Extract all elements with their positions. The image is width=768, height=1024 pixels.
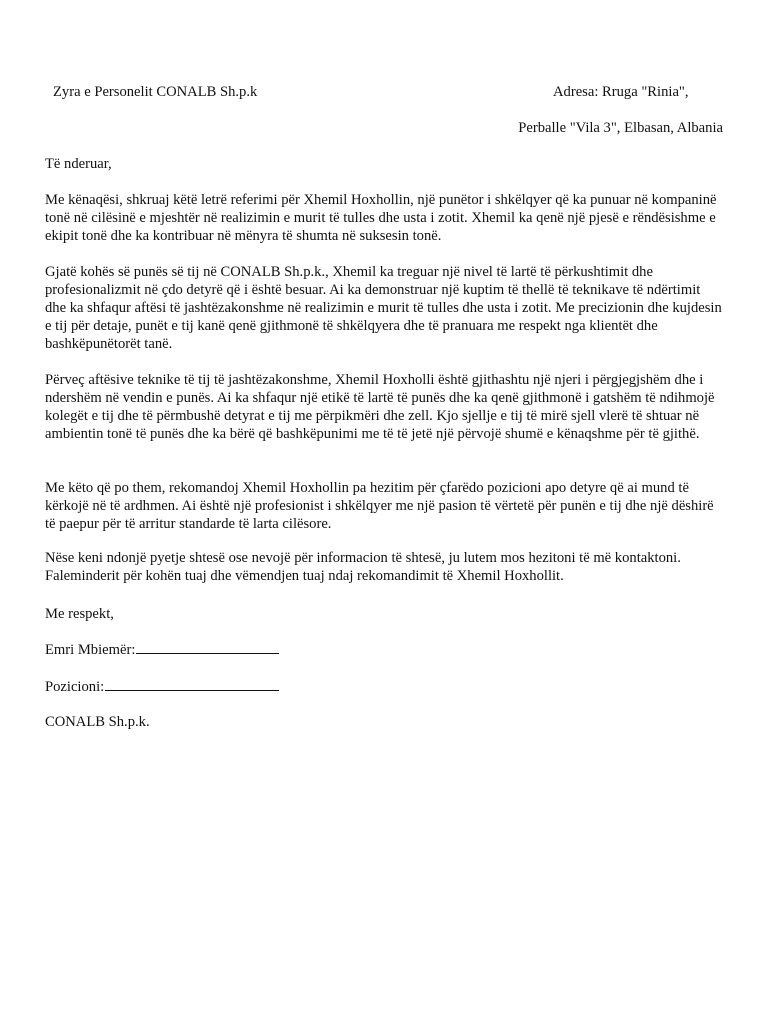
position-label: Pozicioni: xyxy=(45,679,105,695)
position-signature-line xyxy=(45,677,279,696)
greeting: Të nderuar, xyxy=(45,156,112,172)
sender-office: Zyra e Personelit CONALB Sh.p.k xyxy=(53,84,258,100)
paragraph-4: Me këto që po them, rekomandoj Xhemil Hoxhollin pa hezitim për çfarëdo pozicioni apo detyre që ai mund të kërkojë në të ardhmen. Ai është një profesionist i shkëlqyer me një pasion të vërtetë për punën e tij dhe një dëshirë të paepur për të arritur standarde të larta cilësore. xyxy=(45,480,714,532)
closing: Me respekt, xyxy=(45,606,114,622)
name-blank xyxy=(136,640,279,654)
address-line-2: Perballe "Vila 3", Elbasan, Albania xyxy=(518,120,723,136)
address-line-1: Adresa: Rruga "Rinia", xyxy=(553,84,689,100)
name-label: Emri Mbiemër: xyxy=(45,642,136,658)
paragraph-1: Me kënaqësi, shkruaj këtë letrë referimi për Xhemil Hoxhollin, një punëtor i shkëlqyer që ka punuar në kompaninë tonë në cilësinë e mjeshtër në realizimin e murit të tulles dhe usta i zotit. Xhemil ka qenë një pjesë e rëndësishme e ekipit tonë dhe ka kontribuar në mënyra të shumta në suksesin tonë. xyxy=(45,192,717,244)
company-name: CONALB Sh.p.k. xyxy=(45,714,150,730)
paragraph-5: Nëse keni ndonjë pyetje shtesë ose nevojë për informacion të shtesë, ju lutem mos hezitoni të më kontaktoni. Faleminderit për kohën tuaj dhe vëmendjen tuaj ndaj rekomandimit të Xhemil Hoxhollit. xyxy=(45,550,681,584)
name-signature-line xyxy=(45,640,279,659)
position-blank xyxy=(105,677,279,691)
paragraph-3: Përveç aftësive teknike të tij të jashtëzakonshme, Xhemil Hoxholli është gjithashtu një njeri i përgjegjshëm dhe i ndershëm në vendin e punës. Ai ka shfaqur një etikë të lartë të punës dhe ka qenë gjithmonë i gatshëm të ndihmojë kolegët e tij dhe të përmbushë detyrat e tij me përpikmëri dhe zell. Kjo sjellje e tij të mirë sjell vlerë të shtuar në ambientin tonë të punës dhe ka bërë që bashkëpunimi me të të jetë një përvojë shumë e kënaqshme për të gjithë. xyxy=(45,372,715,442)
paragraph-2: Gjatë kohës së punës së tij në CONALB Sh.p.k., Xhemil ka treguar një nivel të lartë të përkushtimit dhe profesionalizmit në çdo detyrë që i është besuar. Ai ka demonstruar një kuptim të thellë të teknikave të ndërtimit dhe ka shfaqur aftësi të jashtëzakonshme në realizimin e murit të tulles dhe usta i zotit. Me precizionin dhe kujdesin e tij për detaje, punët e tij kanë qenë gjithmonë të shkëlqyera dhe të pranuara me respekt nga klientët dhe bashkëpunëtorët tanë. xyxy=(45,264,722,352)
